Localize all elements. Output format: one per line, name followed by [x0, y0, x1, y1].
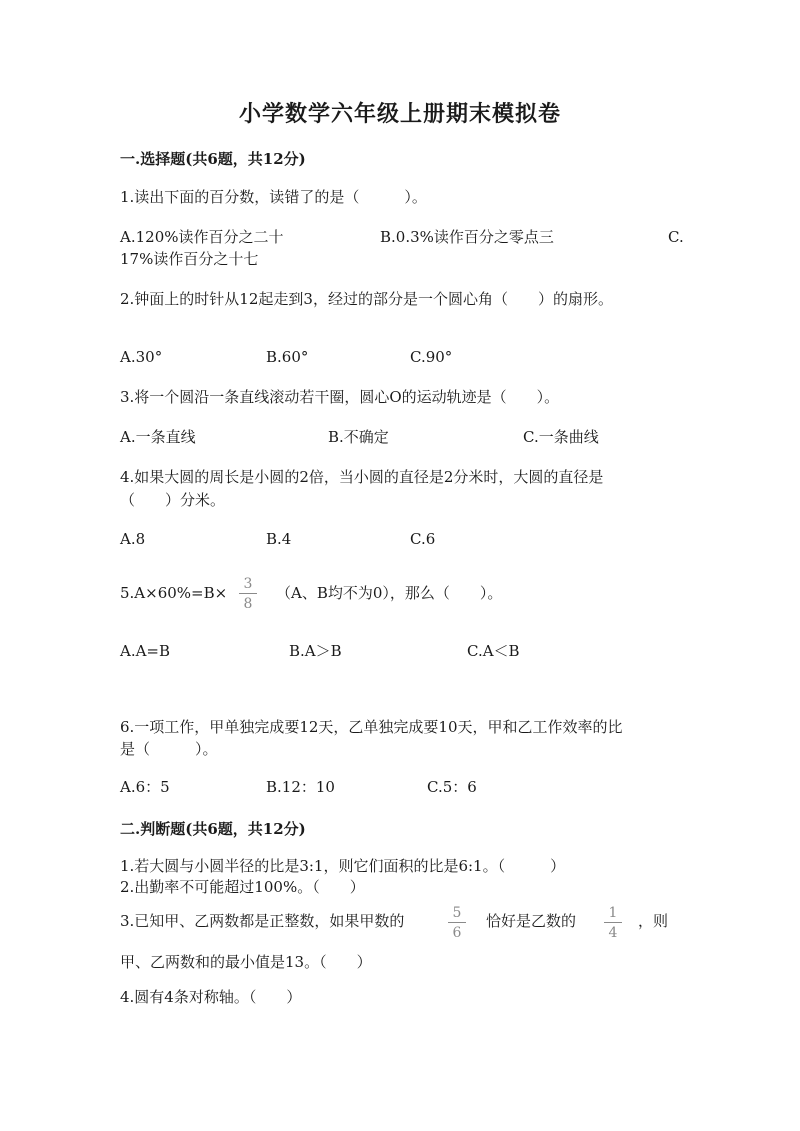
question-6-option-a: A.6：5 — [120, 778, 170, 796]
question-5-option-b: B.A＞B — [289, 642, 342, 660]
fraction-bar — [239, 593, 257, 594]
question-2-option-b: B.60° — [266, 348, 309, 366]
judgement-3-fraction-1 — [448, 905, 466, 941]
fraction-denominator: 6 — [452, 925, 462, 941]
question-4-line-1: 4.如果大圆的周长是小圆的2倍，当小圆的直径是2分米时，大圆的直径是 — [120, 468, 604, 486]
question-5-option-a: A.A=B — [120, 642, 171, 660]
fraction-bar — [604, 922, 622, 923]
section-heading-choice: 一.选择题(共6题，共12分) — [120, 150, 306, 168]
question-5-fraction — [239, 576, 257, 612]
fraction-bar — [448, 922, 466, 923]
fraction-numerator: 1 — [608, 905, 618, 921]
question-6-line-1: 6.一项工作，甲单独完成要12天，乙单独完成要10天，甲和乙工作效率的比 — [120, 718, 623, 736]
section-heading-judgement: 二.判断题(共6题，共12分) — [120, 820, 306, 838]
question-2-option-a: A.30° — [120, 348, 163, 366]
question-1-option-b: B.0.3%读作百分之零点三 — [380, 228, 554, 246]
judgement-3-suffix: ，则 — [638, 912, 669, 930]
question-6-option-b: B.12：10 — [266, 778, 335, 796]
question-4-option-a: A.8 — [120, 530, 146, 548]
question-1-text: 1.读出下面的百分数，读错了的是（ ）。 — [120, 188, 427, 206]
fraction-denominator: 4 — [608, 925, 618, 941]
question-4-option-b: B.4 — [266, 530, 292, 548]
question-6-line-2: 是（ ）。 — [120, 740, 218, 758]
question-3-option-c: C.一条曲线 — [523, 428, 599, 446]
question-4-line-2: （ ）分米。 — [120, 491, 226, 509]
judgement-2-text: 2.出勤率不可能超过100%。（ ） — [120, 878, 365, 896]
fraction-denominator: 8 — [243, 596, 253, 612]
question-3-option-a: A.一条直线 — [120, 428, 196, 446]
judgement-3-middle: 恰好是乙数的 — [486, 912, 577, 930]
question-5-prefix: 5.A×60%=B× — [120, 584, 228, 602]
question-3-option-b: B.不确定 — [328, 428, 389, 446]
question-1-option-c-text: 17%读作百分之十七 — [120, 250, 259, 268]
judgement-4-text: 4.圆有4条对称轴。（ ） — [120, 988, 302, 1006]
judgement-3-prefix: 3.已知甲、乙两数都是正整数，如果甲数的 — [120, 912, 405, 930]
question-3-text: 3.将一个圆沿一条直线滚动若干圈，圆心O的运动轨迹是（ ）。 — [120, 388, 560, 406]
question-5-option-c: C.A＜B — [467, 642, 520, 660]
question-6-option-c: C.5：6 — [427, 778, 477, 796]
question-1-option-a: A.120%读作百分之二十 — [120, 228, 284, 246]
page-title: 小学数学六年级上册期末模拟卷 — [238, 101, 561, 127]
question-5-suffix: （A、B均不为0），那么（ ）。 — [276, 584, 503, 602]
question-1-option-c-label: C. — [668, 228, 684, 246]
judgement-3-line-2: 甲、乙两数和的最小值是13。（ ） — [120, 953, 372, 971]
judgement-1-text: 1.若大圆与小圆半径的比是3:1，则它们面积的比是6:1。（ ） — [120, 857, 566, 875]
judgement-3-fraction-2 — [604, 905, 622, 941]
fraction-numerator: 3 — [243, 576, 253, 592]
question-2-option-c: C.90° — [410, 348, 453, 366]
fraction-numerator: 5 — [452, 905, 462, 921]
question-2-text: 2.钟面上的时针从12起走到3，经过的部分是一个圆心角（ ）的扇形。 — [120, 290, 613, 308]
question-4-option-c: C.6 — [410, 530, 436, 548]
